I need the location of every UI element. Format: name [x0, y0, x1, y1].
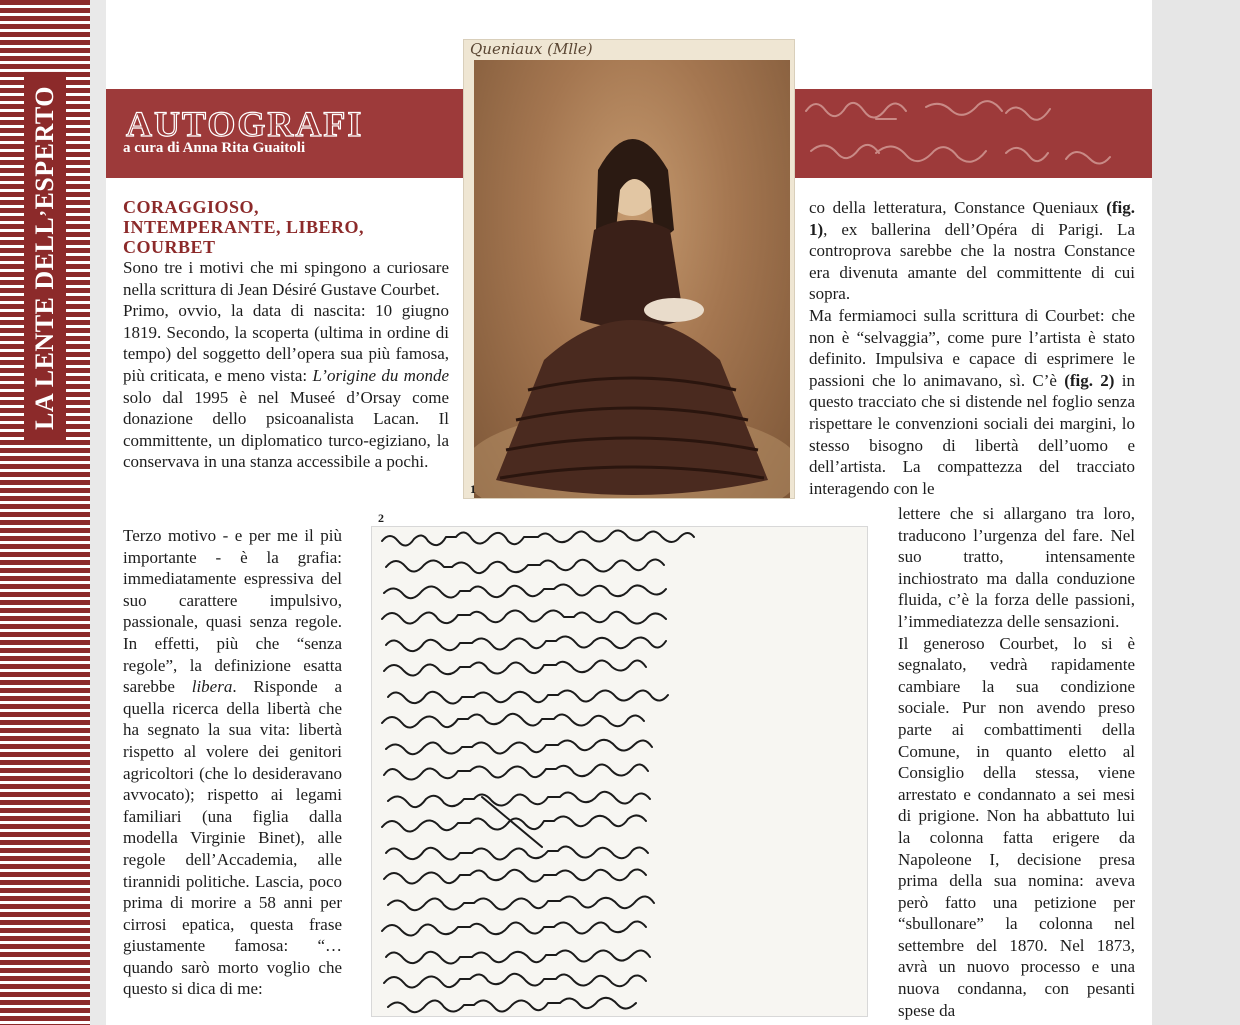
paragraph: lettere che si allargano tra loro, traducono l’urgenza del fare. Nel suo tratto, intensamente inchiostrato ma dalla conduzione fluida, c’è la forza delle passioni, l’immediatezza delle sensazioni. — [898, 504, 1135, 631]
figure-2-handwriting — [372, 527, 867, 1016]
paragraph: Sono tre i motivi che mi spingono a curiosare nella scrittura di Jean Désiré Gustave Courbet. — [123, 258, 449, 299]
article-column-3b — [898, 503, 1135, 1021]
paragraph: Il generoso Courbet, lo si è segnalato, vedrà rapidamente cambiare la sua condizione sociale. Pur non avendo preso parte ai combattimenti della Comune, in quanto eletto al Consiglio della stessa, viene arrestato e condannato a sei mesi di prigione. Non ha abbattuto lui la colonna fatta erigere da Napoleone I, decisione presa prima della sua nomina: aveva però fatto una petizione per “sbullonare” la colonna nel settembre del 1870. Nel 1873, avrà un nuovo processo e una nuova condanna, con pesanti spese da — [898, 633, 1135, 1020]
figure-1-photo — [464, 40, 794, 498]
banner-subtitle: a cura di Anna Rita Guaitoli — [123, 140, 306, 156]
paragraph: Primo, ovvio, la data di nascita: 10 giugno 1819. Secondo, la scoperta (ultima in ordine di tempo) del soggetto dell’opera sua più famosa, più criticata, e meno vista: L’origine du monde solo dal 1995 è nel Museé d’Orsay come donazione dello psicoanalista Lacan. Il committente, un diplomatico turco-egiziano, la conservava in una stanza accessibile a pochi. — [123, 301, 450, 472]
left-gutter — [90, 0, 106, 1025]
right-gutter — [1152, 0, 1240, 1025]
section-sidebar — [0, 0, 90, 1025]
article-column-3 — [809, 197, 1135, 499]
paragraph: Terzo motivo - e per me il più importante - è la grafia: immediatamente espressiva del suo carattere impulsivo, passionale, quasi senza regole. In effetti, più che “senza regole”, la definizione esatta sarebbe libera. Risponde a quella ricerca della libertà che ha segnato la sua vita: libertà rispetto al volere dei genitori agricoltori (che lo desideravano avvocato); rispetto ai legami familiari (una figlia dalla modella Virginie Binet), alle regole dell’Accademia, alle tirannidi politiche. Lascia, poco prima di morire a 58 anni per cirrosi epatica, questa frase giustamente famosa: “… quando sarò morto voglio che questo si dica di me: — [123, 526, 342, 999]
section-label: LA LENTE DELL’ESPERTO — [24, 72, 66, 444]
article-headline: CORAGGIOSO, INTEMPERANTE, LIBERO, COURBET — [123, 197, 365, 257]
portrait-drawing — [474, 60, 790, 498]
paragraph: co della letteratura, Constance Queniaux (fig. 1), ex ballerina dell’Opéra di Parigi. La controprova sarebbe che la nostra Constance era divenuta amante del committente di cui sopra. — [809, 198, 1135, 304]
handwritten-letter — [372, 527, 867, 1016]
figure-1-number: 1 — [470, 482, 476, 496]
article-column-1 — [123, 197, 449, 473]
banner-title: AUTOGRAFI — [126, 104, 364, 144]
article-column-1b — [123, 525, 342, 1000]
photo-inscription: Queniaux (Mlle) — [470, 40, 593, 58]
paragraph: Ma fermiamoci sulla scrittura di Courbet: che non è “selvaggia”, come pure l’artista è stato definito. Impulsiva e capace di esprimere le passioni che lo animavano, sì. C’è (fig. 2) in questo tracciato che si distende nel foglio senza rispettare le convenzioni sociali dei margini, lo stesso bisogno di libertà dell’uomo e dell’artista. La compattezza del tracciato interagendo con le — [809, 305, 1135, 498]
portrait-image — [474, 60, 790, 498]
figure-2-number: 2 — [378, 511, 384, 525]
